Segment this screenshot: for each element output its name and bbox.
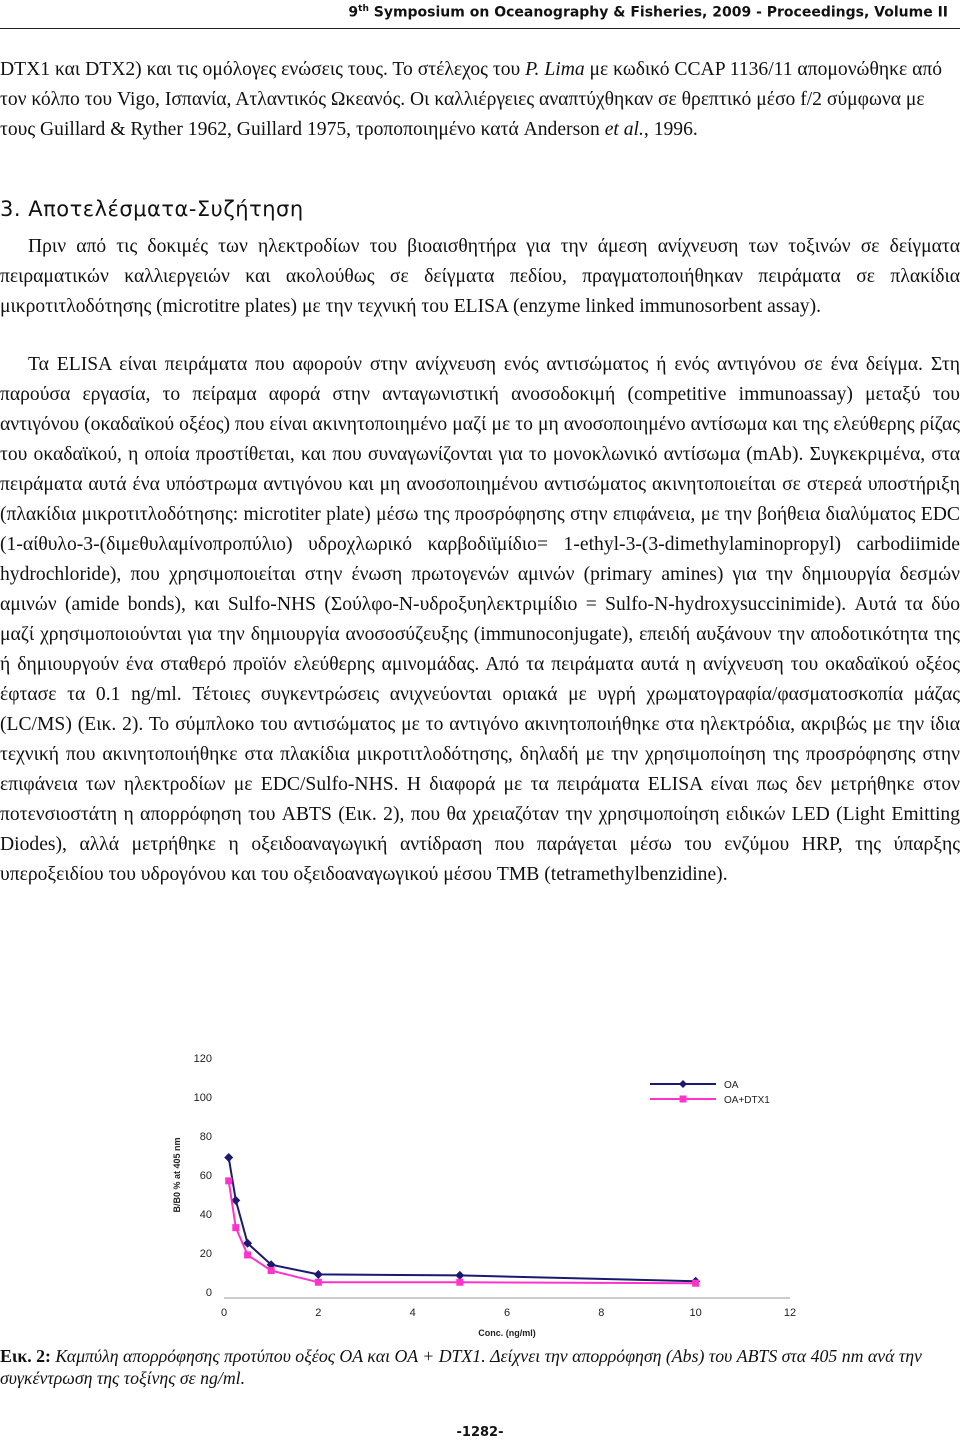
x-tick-label: 10 — [689, 1307, 702, 1319]
running-header — [348, 4, 948, 21]
data-point-2 — [315, 1279, 322, 1286]
series-line-2 — [229, 1181, 696, 1283]
x-tick-label: 2 — [315, 1307, 322, 1319]
header-rest: Symposium on Oceanography & Fisheries, 2009 - Proceedings, Volume II — [368, 4, 948, 21]
data-point-2 — [232, 1224, 239, 1231]
paragraph-1: Πριν από τις δοκιμές των ηλεκτροδίων του βιοαισθητήρα για την άμεση ανίχνευση των τοξινών σε δείγματα πειραματικών καλλιεργειών και ακολούθως σε δείγματα πεδίου, πραγματοποιήθηκαν πειράματα σε πλακίδια μικροτιτλοδότησης (microtitre plates) με την τεχνική του ELISA (enzyme linked immunosorbent assay). — [0, 236, 960, 317]
data-point-1 — [455, 1271, 464, 1280]
y-tick-label: 120 — [193, 1053, 212, 1065]
intro-species: P. Lima — [525, 59, 585, 80]
x-tick-label: 0 — [220, 1307, 228, 1319]
section-title: 3. Αποτελέσματα-Συζήτηση — [0, 197, 304, 221]
y-tick-label: 60 — [199, 1170, 212, 1182]
data-point-1 — [314, 1270, 323, 1279]
data-point-2 — [456, 1279, 463, 1286]
data-point-2 — [225, 1177, 232, 1184]
header-rule — [0, 28, 960, 29]
caption-label: Εικ. 2: — [0, 1346, 51, 1366]
figure-caption — [0, 1345, 960, 1389]
data-point-2 — [244, 1251, 251, 1258]
x-tick-label: 4 — [409, 1307, 416, 1319]
legend-label-2: OA+DTX1 — [724, 1095, 770, 1106]
y-tick-label: 40 — [199, 1209, 212, 1221]
x-tick-label: 8 — [598, 1307, 605, 1319]
data-point-1 — [224, 1153, 233, 1162]
intro-text-3: , 1996. — [643, 119, 698, 140]
intro-paragraph — [0, 55, 960, 145]
y-axis-label: B/B0 % at 405 nm — [172, 1137, 182, 1213]
data-point-2 — [268, 1267, 275, 1274]
x-tick-label: 6 — [503, 1307, 511, 1319]
y-tick-label: 100 — [193, 1092, 212, 1104]
header-sup: th — [358, 4, 369, 14]
data-point-2 — [692, 1280, 699, 1287]
intro-text-1: DTX1 και DTX2) και τις ομόλογες ενώσεις τους. Το στέλεχος του — [0, 59, 526, 80]
legend-marker-2 — [680, 1096, 687, 1103]
absorbance-chart — [150, 1040, 810, 1340]
y-tick-label: 0 — [205, 1287, 212, 1299]
paragraph-2: Τα ELISA είναι πειράματα που αφορούν στην ανίχνευση ενός αντισώματος ή ενός αντιγόνου σε ένα δείγμα. Στη παρούσα εργασία, το πείραμα αφορά στην ανταγωνιστική ανοσοδοκιμή (competitive immunoassay) μεταξύ του αντιγόνου (οκαδαϊκού οξέος) που είναι ακινητοποιημένο μαζί με το μη ανοσοποιημένο αντίσωμα και της ελεύθερης ρίζας του οκαδαϊκού, η οποία προστίθεται, και που συναγωνίζονται για το μονοκλωνικό αντίσωμα (mAb). Συγκεκριμένα, στα πειράματα αυτά ένα υπόστρωμα αντιγόνου και μη ανοσοποιημένου αντισώματος ακινητοποιείται σε στερεά υποστήριξη (πλακίδια μικροτιτλοδότησης: microtiter plate) μέσω της προσρόφησης στην επιφάνεια, με την βοήθεια διαλύματος EDC (1-αίθυλο-3-(διμεθυλαμίνοπροπύλιο) υδροχλωρικό καρβοδιϊμίδιο= 1-ethyl-3-(3-dimethylaminopropyl) carbodiimide hydrochloride), που χρησιμοποιείται στην ένωση πρωτογενών αμινών (primary amines) για την δημιουργία δεσμών αμινών (amide bonds), και Sulfo-NHS (Σούλφο-N-υδροξυηλεκτριμίδιο = Sulfo-N-hydroxysuccinimide). Αυτά τα δύο μαζί χρησιμοποιούνται για την δημιουργία ανοσοσύζευξης (immunoconjugate), επειδή αυξάνουν την αποδοτικότητα της ή δημιουργούν ένα σταθερό προϊόν ελεύθερης αμινομάδας. Από τα πειράματα αυτά η ανίχνευση του οκαδαϊκού οξέος έφτασε τα 0.1 ng/ml. Τέτοιες συγκεντρώσεις ανιχνεύονται οριακά με υγρή χρωματογραφία/φασματοσκοπία μάζας (LC/MS) (Εικ. 2). Το σύμπλοκο του αντισώματος με το αντιγόνο ακινητοποιήθηκε στα ηλεκτρόδια, ακριβώς με την ίδια τεχνική που ακινητοποιήθηκε στα πλακίδια μικροτιτλοδότησης, δηλαδή με την χρησιμοποίηση της προσρόφησης στην επιφάνεια των ηλεκτροδίων με EDC/Sulfo-NHS. Η διαφορά με τα πειράματα ELISA είναι πως δεν μετρήθηκε στον ποτενσιοστάτη η απορρόφηση του ABTS (Εικ. 2), που θα χρειαζόταν την χρησιμοποίηση ειδικών LED (Light Emitting Diodes), αλλά μετρήθηκε η οξειδοαναγωγική αντίδραση που παράγεται μέσω του ενζύμου HRP, της ύπαρξης υπεροξειδίου του υδρογόνου και του οξειδοαναγωγικού μέσου TMB (tetramethylbenzidine). — [0, 354, 960, 885]
y-tick-label: 20 — [199, 1248, 212, 1260]
page-number: -1282- — [456, 1425, 504, 1440]
x-tick-label: 12 — [783, 1307, 797, 1319]
legend-marker-1 — [679, 1080, 687, 1088]
series-line-1 — [229, 1158, 696, 1282]
x-axis-label: Conc. (ng/ml) — [478, 1328, 536, 1338]
y-tick-label: 80 — [199, 1131, 212, 1143]
intro-et-al: et al. — [604, 119, 644, 140]
caption-text: Καμπύλη απορρόφησης προτύπου οξέος OA και OA + DTX1. Δείχνει την απορρόφηση (Abs) του ABTS στα 405 nm ανά την συγκέντρωση της τοξίνης σε ng/ml. — [0, 1346, 922, 1388]
header-prefix: 9 — [348, 4, 359, 21]
legend-label-1: OA — [724, 1080, 739, 1091]
intro-text-2: με κωδικό CCAP 1136/11 απομονώθηκε από τον κόλπο του Vigo, Ισπανία, Ατλαντικός Ωκεανός. Οι καλλιέργειες αναπτύχθηκαν σε θρεπτικό μέσο f/2 σύμφωνα με τους Guillard & Ryther 1962, Guillard 1975, τροποποιημένο κατά Anderson — [0, 59, 943, 140]
